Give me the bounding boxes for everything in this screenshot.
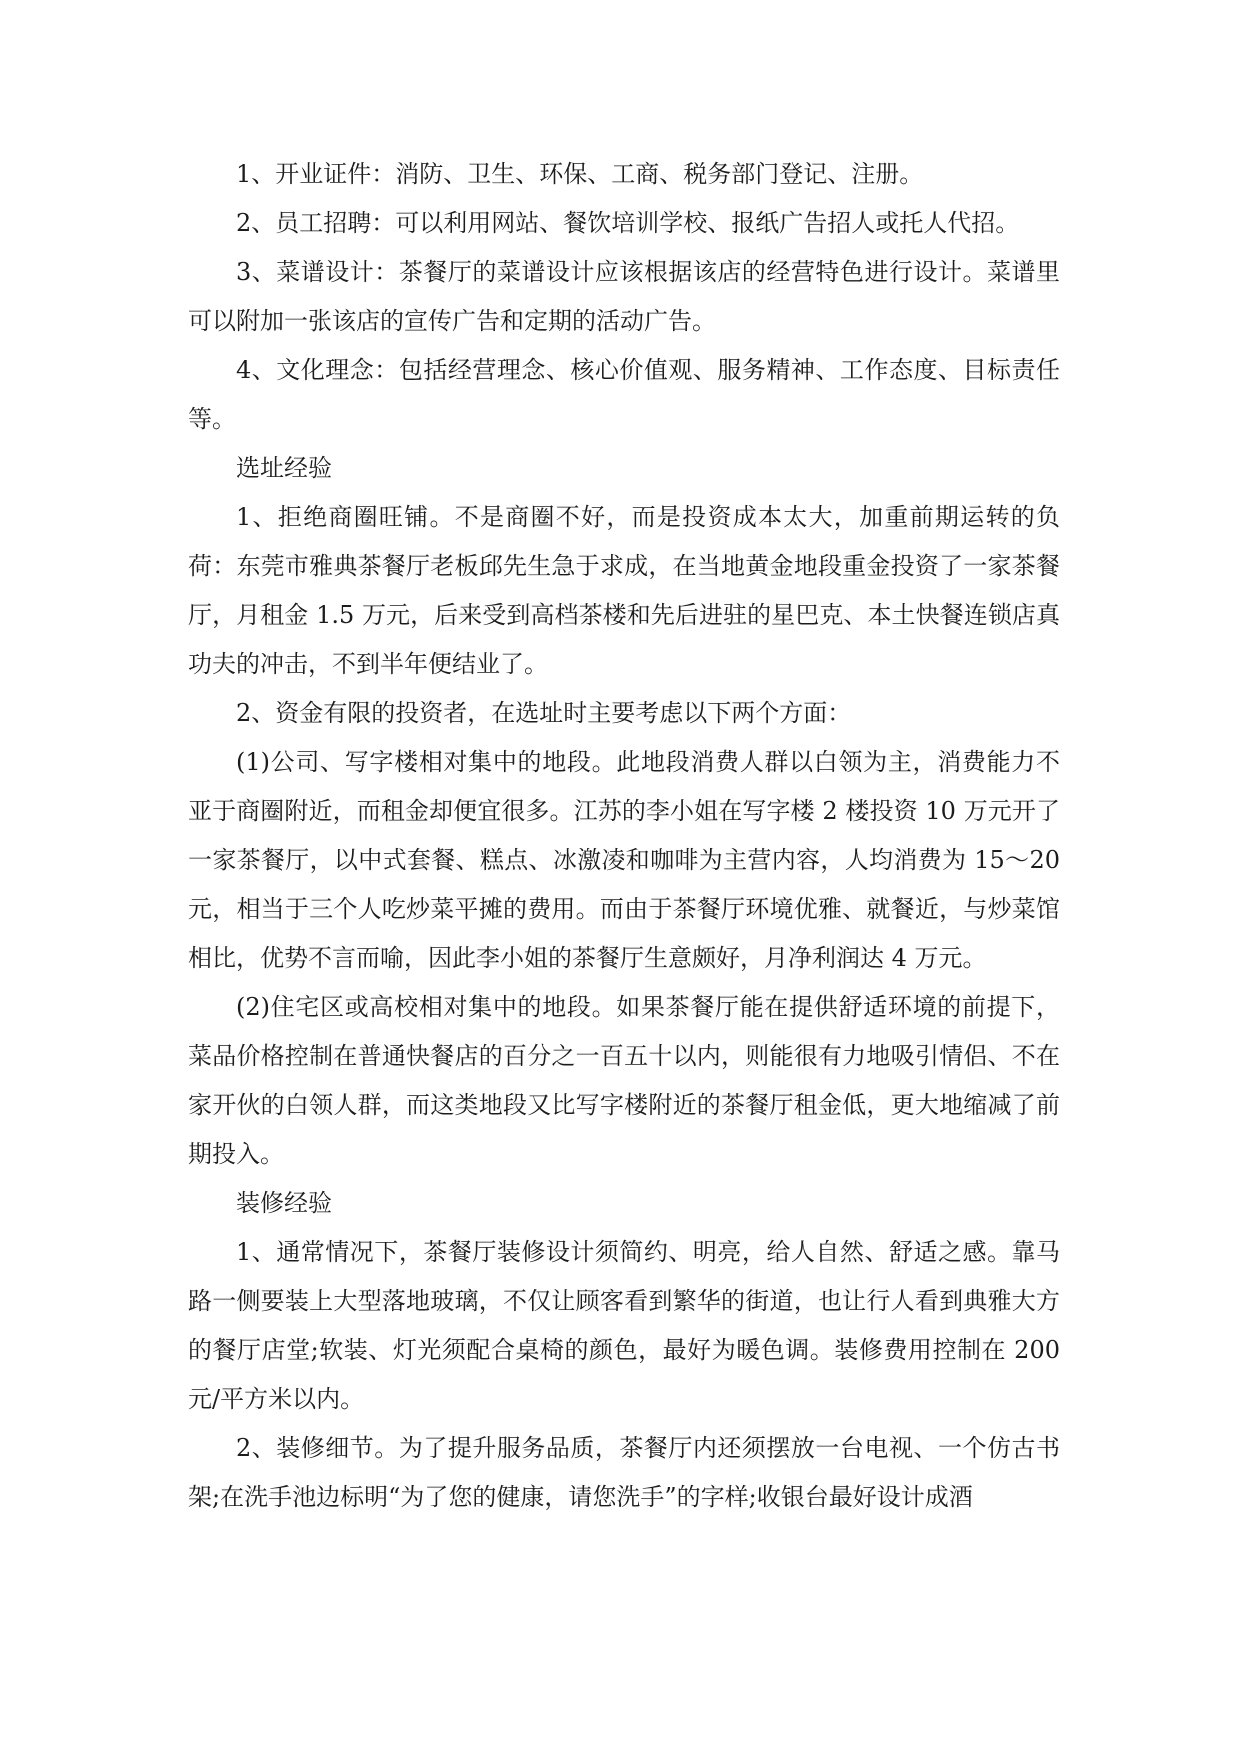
paragraph-avoid-prime-shops: 1、拒绝商圈旺铺。不是商圈不好，而是投资成本太大，加重前期运转的负荷：东莞市雅典茶餐厅老板邱先生急于求成，在当地黄金地段重金投资了一家茶餐厅，月租金 1.5 万元，后来受到高档茶楼和先后进驻的星巴克、本土快餐连锁店真功夫的冲击，不到半年便结业了。	[188, 503, 1060, 678]
paragraph-decoration-general: 1、通常情况下，茶餐厅装修设计须简约、明亮，给人自然、舒适之感。靠马路一侧要装上大型落地玻璃，不仅让顾客看到繁华的街道，也让行人看到典雅大方的餐厅店堂;软装、灯光须配合桌椅的颜色，最好为暖色调。装修费用控制在 200 元/平方米以内。	[188, 1238, 1060, 1413]
paragraph-menu-design: 3、菜谱设计：茶餐厅的菜谱设计应该根据该店的经营特色进行设计。菜谱里可以附加一张该店的宣传广告和定期的活动广告。	[188, 258, 1060, 335]
paragraph-decoration-details: 2、装修细节。为了提升服务品质，茶餐厅内还须摆放一台电视、一个仿古书架;在洗手池边标明“为了您的健康，请您洗手”的字样;收银台最好设计成酒	[188, 1434, 1060, 1511]
section-heading-decoration: 装修经验	[236, 1189, 332, 1217]
paragraph-license: 1、开业证件：消防、卫生、环保、工商、税务部门登记、注册。	[236, 160, 924, 188]
section-heading-site-selection: 选址经验	[236, 454, 332, 482]
document-body	[188, 150, 1060, 1522]
paragraph-recruitment: 2、员工招聘：可以利用网站、餐饮培训学校、报纸广告招人或托人代招。	[236, 209, 1020, 237]
paragraph-culture: 4、文化理念：包括经营理念、核心价值观、服务精神、工作态度、目标责任等。	[188, 356, 1060, 433]
paragraph-limited-funds: 2、资金有限的投资者，在选址时主要考虑以下两个方面：	[236, 699, 852, 727]
paragraph-office-area: (1)公司、写字楼相对集中的地段。此地段消费人群以白领为主，消费能力不亚于商圈附近，而租金却便宜很多。江苏的李小姐在写字楼 2 楼投资 10 万元开了一家茶餐厅，以中式套餐、糕点、冰激凌和咖啡为主营内容，人均消费为 15～20 元，相当于三个人吃炒菜平摊的费用。而由于茶餐厅环境优雅、就餐近，与炒菜馆相比，优势不言而喻，因此李小姐的茶餐厅生意颇好，月净利润达 4 万元。	[188, 748, 1060, 972]
paragraph-residential-area: (2)住宅区或高校相对集中的地段。如果茶餐厅能在提供舒适环境的前提下，菜品价格控制在普通快餐店的百分之一百五十以内，则能很有力地吸引情侣、不在家开伙的白领人群，而这类地段又比写字楼附近的茶餐厅租金低，更大地缩减了前期投入。	[188, 993, 1060, 1168]
